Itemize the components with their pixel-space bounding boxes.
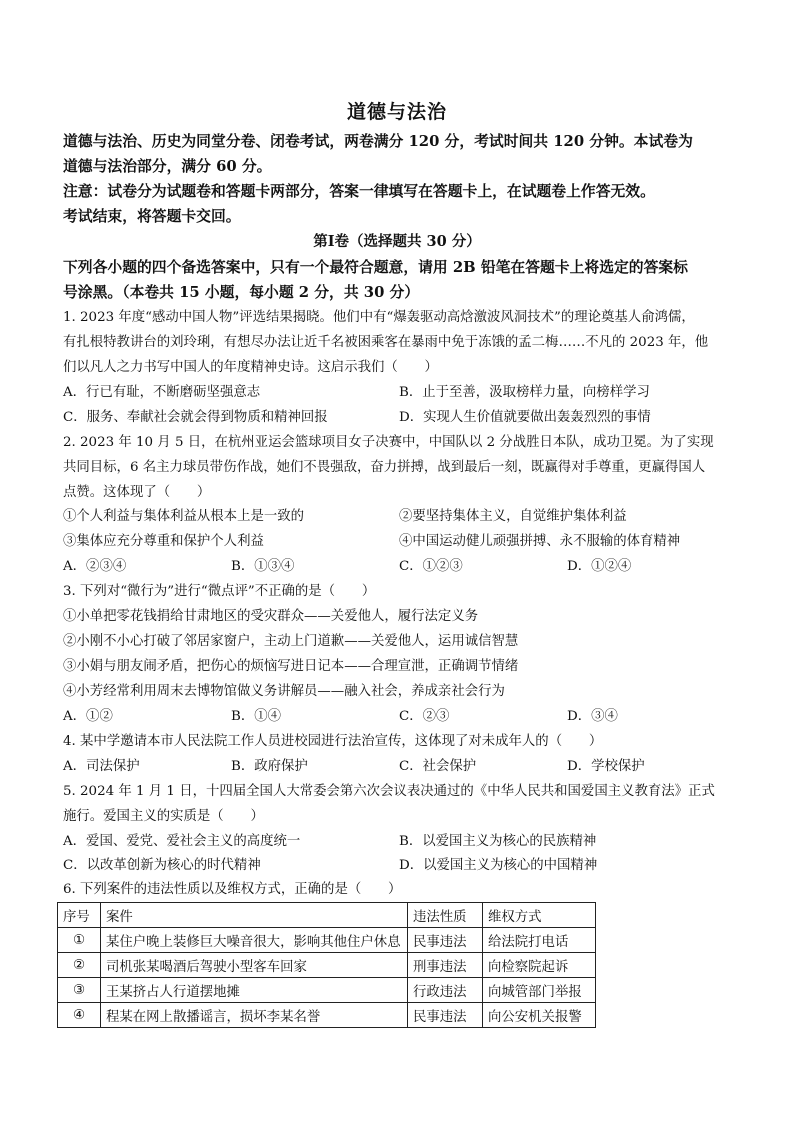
q2-stem-3: 点赞。这体现了（ ） <box>63 485 211 500</box>
table-header-row <box>58 903 596 928</box>
section-instruction-2: 号涂黑。（本卷共 15 小题，每小题 2 分，共 30 分） <box>63 284 420 301</box>
table-row <box>58 1003 596 1028</box>
table-cell: ② <box>58 953 101 978</box>
q2-option-a: A．②③④ <box>63 559 127 574</box>
table-row <box>58 928 596 953</box>
q3-statement-1: ①小单把零花钱捐给甘肃地区的受灾群众——关爱他人，履行法定义务 <box>63 609 479 624</box>
table-header-cell: 案件 <box>101 903 408 928</box>
q2-stem-1: 2. 2023 年 10 月 5 日，在杭州亚运会篮球项目女子决赛中，中国队以 2 分战胜日本队，成功卫冕。为了实现 <box>63 435 714 450</box>
q5-stem-1: 5. 2024 年 1 月 1 日，十四届全国人大常委会第六次会议表决通过的《中华人民共和国爱国主义教育法》正式 <box>63 784 715 799</box>
q2-statement-1: ①个人利益与集体利益从根本上是一致的 <box>63 509 305 524</box>
table-header-cell: 序号 <box>58 903 101 928</box>
q3-statement-4: ④小芳经常利用周末去博物馆做义务讲解员——融入社会，养成亲社会行为 <box>63 684 505 699</box>
page-title: 道德与法治 <box>346 101 447 123</box>
table-cell: 给法院打电话 <box>483 928 596 953</box>
table-cell: 司机张某喝酒后驾驶小型客车回家 <box>101 953 408 978</box>
section-instruction-1: 下列各小题的四个备选答案中，只有一个最符合题意，请用 2B 铅笔在答题卡上将选定的答案标 <box>63 259 688 276</box>
q3-option-a: A．①② <box>63 709 113 724</box>
q5-option-c: C．以改革创新为核心的时代精神 <box>63 858 261 873</box>
q4-option-c: C．社会保护 <box>399 759 477 774</box>
q4-option-b: B．政府保护 <box>231 759 308 774</box>
q5-option-b: B．以爱国主义为核心的民族精神 <box>399 834 597 849</box>
intro-line-1: 道德与法治、历史为同堂分卷、闭卷考试，两卷满分 120 分，考试时间共 120 分钟。本试卷为 <box>63 133 693 150</box>
q1-option-a: A．行已有耻，不断磨砺坚强意志 <box>63 385 261 400</box>
intro-line-2: 道德与法治部分，满分 60 分。 <box>63 158 272 175</box>
q5-option-d: D．以爱国主义为核心的中国精神 <box>399 858 598 873</box>
q3-statement-2: ②小刚不小心打破了邻居家窗户，主动上门道歉——关爱他人，运用诚信智慧 <box>63 634 519 649</box>
table-cell: ④ <box>58 1003 101 1028</box>
q2-statement-4: ④中国运动健儿顽强拼搏、永不服输的体育精神 <box>399 534 681 549</box>
q5-option-a: A．爱国、爱党、爱社会主义的高度统一 <box>63 834 301 849</box>
table-row <box>58 978 596 1003</box>
q1-stem-1: 1. 2023 年度“感动中国人物”评选结果揭晓。他们中有“爆轰驱动高焓激波风洞技术”的理论奠基人俞鸿儒， <box>63 310 695 325</box>
q1-option-c: C．服务、奉献社会就会得到物质和精神回报 <box>63 410 328 425</box>
q4-stem-1: 4. 某中学邀请本市人民法院工作人员进校园进行法治宣传，这体现了对未成年人的（ ） <box>63 734 603 749</box>
q1-stem-3: 们以凡人之力书写中国人的年度精神史诗。这启示我们（ ） <box>63 360 438 375</box>
table-cell: 某住户晚上装修巨大噪音很大，影响其他住户休息 <box>101 928 408 953</box>
table-cell: 程某在网上散播谣言，损坏李某名誉 <box>101 1003 408 1028</box>
q6-stem-1: 6. 下列案件的违法性质以及维权方式，正确的是（ ） <box>63 882 402 897</box>
table-cell: 王某挤占人行道摆地摊 <box>101 978 408 1003</box>
table-row <box>58 953 596 978</box>
q2-option-c: C．①②③ <box>399 559 463 574</box>
table-header-cell: 维权方式 <box>483 903 596 928</box>
section-heading: 第Ⅰ卷（选择题共 30 分） <box>313 233 481 250</box>
q2-option-b: B．①③④ <box>231 559 295 574</box>
intro-line-4: 考试结束，将答题卡交回。 <box>63 208 241 225</box>
table-cell: ① <box>58 928 101 953</box>
intro-line-3: 注意：试卷分为试题卷和答题卡两部分，答案一律填写在答题卡上，在试题卷上作答无效。 <box>63 183 655 200</box>
table-cell: 行政违法 <box>408 978 483 1003</box>
q3-statement-3: ③小娟与朋友闹矛盾，把伤心的烦恼写进日记本——合理宣泄，正确调节情绪 <box>63 659 519 674</box>
table-cell: 民事违法 <box>408 1003 483 1028</box>
q2-statement-3: ③集体应充分尊重和保护个人利益 <box>63 534 264 549</box>
table-header-cell: 违法性质 <box>408 903 483 928</box>
q4-option-d: D．学校保护 <box>567 759 645 774</box>
table-cell: ③ <box>58 978 101 1003</box>
q5-stem-2: 施行。爱国主义的实质是（ ） <box>63 809 264 824</box>
table-cell: 向城管部门举报 <box>483 978 596 1003</box>
q3-stem-1: 3. 下列对“微行为”进行“微点评”不正确的是（ ） <box>63 584 376 599</box>
q3-option-d: D．③④ <box>567 709 618 724</box>
q1-option-b: B．止于至善，汲取榜样力量，向榜样学习 <box>399 385 650 400</box>
q2-statement-2: ②要坚持集体主义，自觉维护集体利益 <box>399 509 627 524</box>
q2-stem-2: 共同目标，6 名主力球员带伤作战，她们不畏强敌，奋力拼搏，战到最后一刻，既赢得对手尊重，更赢得国人 <box>63 460 706 475</box>
q2-option-d: D．①②④ <box>567 559 632 574</box>
q1-stem-2: 有扎根特教讲台的刘玲琍，有想尽办法让近千名被困乘客在暴雨中免于冻饿的孟二梅……不凡的 2023 年，他 <box>63 335 709 350</box>
table-cell: 向公安机关报警 <box>483 1003 596 1028</box>
case-table <box>57 902 596 1028</box>
q3-option-c: C．②③ <box>399 709 450 724</box>
q3-option-b: B．①④ <box>231 709 282 724</box>
q1-option-d: D．实现人生价值就要做出轰轰烈烈的事情 <box>399 410 651 425</box>
table-cell: 刑事违法 <box>408 953 483 978</box>
table-cell: 向检察院起诉 <box>483 953 596 978</box>
table-cell: 民事违法 <box>408 928 483 953</box>
q4-option-a: A．司法保护 <box>63 759 140 774</box>
